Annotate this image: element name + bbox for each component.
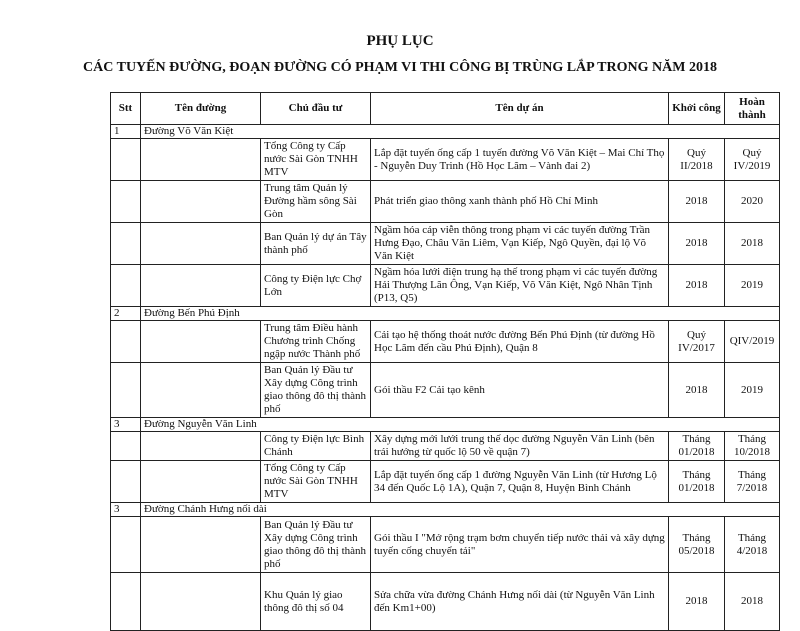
- project-cell: Sửa chữa vừa đường Chánh Hưng nối dài (từ Nguyễn Văn Linh đến Km1+00): [371, 573, 669, 631]
- start-cell: 2018: [669, 363, 725, 418]
- end-cell: 2018: [725, 573, 780, 631]
- group-stt: 3: [111, 503, 141, 517]
- end-cell: Quý IV/2019: [725, 139, 780, 181]
- project-cell: Xây dựng mới lưới trung thế dọc đường Nguyễn Văn Linh (bên trái hướng từ quốc lộ 50 về quận 7): [371, 432, 669, 461]
- project-cell: Gói thầu F2 Cải tạo kênh: [371, 363, 669, 418]
- column-header-owner: Chủ đầu tư: [261, 93, 371, 125]
- table-body: [111, 125, 780, 631]
- end-cell: 2018: [725, 223, 780, 265]
- group-row: [111, 125, 780, 139]
- end-cell: Tháng 7/2018: [725, 461, 780, 503]
- table-row: [111, 432, 780, 461]
- owner-cell: Trung tâm Quản lý Đường hầm sông Sài Gòn: [261, 181, 371, 223]
- table-row: [111, 321, 780, 363]
- owner-cell: Khu Quản lý giao thông đô thị số 04: [261, 573, 371, 631]
- project-cell: Ngầm hóa cáp viễn thông trong phạm vi các tuyến đường Trần Hưng Đạo, Châu Văn Liêm, Vạn Kiếp, Ngô Quyền, đại lộ Võ Văn Kiệt: [371, 223, 669, 265]
- group-road: Đường Bến Phú Định: [141, 307, 780, 321]
- owner-cell: Tổng Công ty Cấp nước Sài Gòn TNHH MTV: [261, 139, 371, 181]
- end-cell: Tháng 4/2018: [725, 517, 780, 573]
- owner-cell: Trung tâm Điều hành Chương trình Chống ngập nước Thành phố: [261, 321, 371, 363]
- project-cell: Phát triển giao thông xanh thành phố Hồ Chí Minh: [371, 181, 669, 223]
- end-cell: Tháng 10/2018: [725, 432, 780, 461]
- group-road: Đường Võ Văn Kiệt: [141, 125, 780, 139]
- start-cell: 2018: [669, 181, 725, 223]
- start-cell: Tháng 01/2018: [669, 461, 725, 503]
- group-road: Đường Chánh Hưng nối dài: [141, 503, 780, 517]
- table-row: [111, 265, 780, 307]
- project-cell: Gói thầu I "Mở rộng trạm bơm chuyển tiếp nước thải và xây dựng tuyến cống chuyển tải": [371, 517, 669, 573]
- table-row: [111, 363, 780, 418]
- table-row: [111, 139, 780, 181]
- project-cell: Ngầm hóa lưới điện trung hạ thế trong phạm vi các tuyến đường Hải Thượng Lãn Ông, Vạn Kiếp, Võ Văn Kiệt, Ngô Nhân Tịnh (P13, Q5): [371, 265, 669, 307]
- table-header-row: [111, 93, 780, 125]
- column-header-end: Hoàn thành: [725, 93, 780, 125]
- owner-cell: Tổng Công ty Cấp nước Sài Gòn TNHH MTV: [261, 461, 371, 503]
- start-cell: Tháng 01/2018: [669, 432, 725, 461]
- group-row: [111, 418, 780, 432]
- project-cell: Cải tạo hệ thống thoát nước đường Bến Phú Định (từ đường Hồ Học Lãm đến cầu Phú Định), Quận 8: [371, 321, 669, 363]
- start-cell: Quý IV/2017: [669, 321, 725, 363]
- owner-cell: Ban Quản lý Đầu tư Xây dựng Công trình giao thông đô thị thành phố: [261, 363, 371, 418]
- owner-cell: Ban Quản lý Đầu tư Xây dựng Công trình giao thông đô thị thành phố: [261, 517, 371, 573]
- start-cell: 2018: [669, 265, 725, 307]
- group-row: [111, 503, 780, 517]
- end-cell: 2019: [725, 363, 780, 418]
- column-header-start: Khởi công: [669, 93, 725, 125]
- start-cell: Quý II/2018: [669, 139, 725, 181]
- start-cell: Tháng 05/2018: [669, 517, 725, 573]
- table-row: [111, 573, 780, 631]
- project-cell: Lắp đặt tuyến ống cấp 1 đường Nguyễn Văn Linh (từ Hương Lộ 34 đến Quốc Lộ 1A), Quận 7, Quận 8, Huyện Bình Chánh: [371, 461, 669, 503]
- group-stt: 3: [111, 418, 141, 432]
- column-header-road: Tên đường: [141, 93, 261, 125]
- table-row: [111, 461, 780, 503]
- projects-table: [110, 92, 780, 631]
- group-road: Đường Nguyễn Văn Linh: [141, 418, 780, 432]
- table-row: [111, 517, 780, 573]
- end-cell: 2019: [725, 265, 780, 307]
- table-row: [111, 223, 780, 265]
- document-heading: PHỤ LỤC: [366, 33, 434, 49]
- end-cell: 2020: [725, 181, 780, 223]
- document-subheading: CÁC TUYẾN ĐƯỜNG, ĐOẠN ĐƯỜNG CÓ PHẠM VI THI CÔNG BỊ TRÙNG LẮP TRONG NĂM 2018: [83, 60, 717, 75]
- owner-cell: Công ty Điện lực Chợ Lớn: [261, 265, 371, 307]
- table-row: [111, 181, 780, 223]
- start-cell: 2018: [669, 223, 725, 265]
- owner-cell: Công ty Điện lực Bình Chánh: [261, 432, 371, 461]
- column-header-stt: Stt: [111, 93, 141, 125]
- column-header-project: Tên dự án: [371, 93, 669, 125]
- group-stt: 2: [111, 307, 141, 321]
- project-cell: Lắp đặt tuyến ống cấp 1 tuyến đường Võ Văn Kiệt – Mai Chí Thọ - Nguyễn Duy Trinh (Hồ Học Lãm – Vành đai 2): [371, 139, 669, 181]
- group-stt: 1: [111, 125, 141, 139]
- end-cell: QIV/2019: [725, 321, 780, 363]
- owner-cell: Ban Quản lý dự án Tây thành phố: [261, 223, 371, 265]
- group-row: [111, 307, 780, 321]
- start-cell: 2018: [669, 573, 725, 631]
